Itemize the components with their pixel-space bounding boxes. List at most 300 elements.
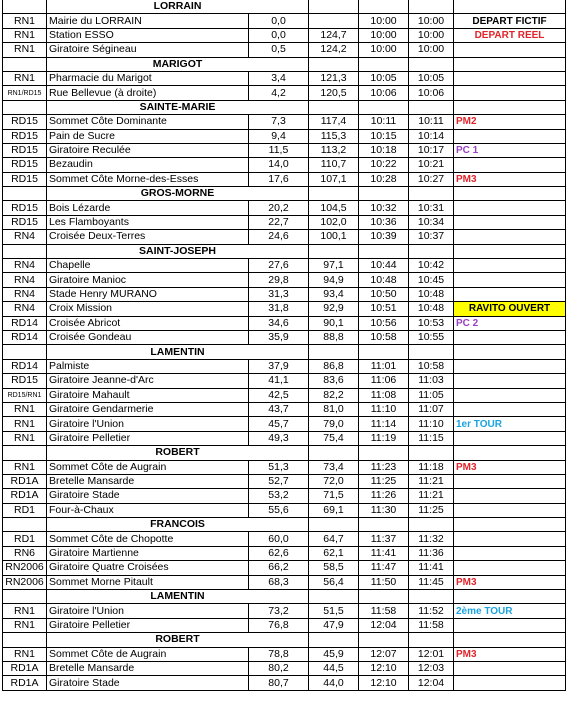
- route-cell: RD15: [3, 158, 47, 172]
- section-spacer: [409, 446, 454, 460]
- section-spacer: [359, 187, 409, 201]
- time-early-cell: 11:25: [359, 474, 409, 488]
- section-spacer: [3, 446, 47, 460]
- section-spacer: [409, 590, 454, 604]
- section-header-row: [3, 187, 566, 201]
- distance-cell: 20,2: [249, 201, 309, 215]
- remaining-distance-cell: 51,5: [309, 604, 359, 618]
- table-row: [3, 604, 566, 618]
- place-cell: Pain de Sucre: [47, 129, 249, 143]
- distance-cell: 49,3: [249, 431, 309, 445]
- place-cell: Giratoire Gendarmerie: [47, 402, 249, 416]
- route-cell: RN4: [3, 259, 47, 273]
- note-cell: RAVITO OUVERT: [454, 302, 566, 316]
- route-cell: RN2006: [3, 561, 47, 575]
- note-cell: [454, 618, 566, 632]
- remaining-distance-cell: 83,6: [309, 374, 359, 388]
- section-header-row: [3, 633, 566, 647]
- section-spacer: [359, 345, 409, 359]
- section-header-row: [3, 0, 566, 14]
- note-cell: PM2: [454, 115, 566, 129]
- place-cell: Croisée Abricot: [47, 316, 249, 330]
- table-row: [3, 43, 566, 57]
- place-cell: Stade Henry MURANO: [47, 287, 249, 301]
- place-cell: Giratoire l'Union: [47, 417, 249, 431]
- route-cell: RN1: [3, 71, 47, 85]
- remaining-distance-cell: 113,2: [309, 143, 359, 157]
- remaining-distance-cell: 121,3: [309, 71, 359, 85]
- remaining-distance-cell: 92,9: [309, 302, 359, 316]
- section-spacer: [309, 0, 359, 14]
- distance-cell: 22,7: [249, 215, 309, 229]
- time-late-cell: 10:27: [409, 172, 454, 186]
- place-cell: Giratoire l'Union: [47, 604, 249, 618]
- route-cell: RD14: [3, 330, 47, 344]
- section-spacer: [359, 518, 409, 532]
- section-spacer: [3, 57, 47, 71]
- time-late-cell: 11:32: [409, 532, 454, 546]
- section-title: ROBERT: [47, 633, 309, 647]
- time-late-cell: 12:04: [409, 676, 454, 690]
- remaining-distance-cell: 124,2: [309, 43, 359, 57]
- section-spacer: [309, 187, 359, 201]
- distance-cell: 42,5: [249, 388, 309, 402]
- distance-cell: 27,6: [249, 259, 309, 273]
- table-row: [3, 14, 566, 28]
- time-early-cell: 11:23: [359, 460, 409, 474]
- place-cell: Station ESSO: [47, 28, 249, 42]
- time-early-cell: 12:07: [359, 647, 409, 661]
- time-early-cell: 10:22: [359, 158, 409, 172]
- route-cell: RD15: [3, 215, 47, 229]
- time-late-cell: 11:58: [409, 618, 454, 632]
- route-cell: RN1: [3, 417, 47, 431]
- place-cell: Chapelle: [47, 259, 249, 273]
- section-spacer: [454, 345, 566, 359]
- time-late-cell: 10:11: [409, 115, 454, 129]
- section-header-row: [3, 518, 566, 532]
- distance-cell: 80,7: [249, 676, 309, 690]
- section-spacer: [309, 244, 359, 258]
- table-row: [3, 374, 566, 388]
- remaining-distance-cell: 44,0: [309, 676, 359, 690]
- time-early-cell: 10:58: [359, 330, 409, 344]
- time-early-cell: 10:05: [359, 71, 409, 85]
- place-cell: Croisée Gondeau: [47, 330, 249, 344]
- table-row: [3, 330, 566, 344]
- table-row: [3, 230, 566, 244]
- section-spacer: [359, 0, 409, 14]
- note-cell: [454, 489, 566, 503]
- note-cell: [454, 676, 566, 690]
- time-late-cell: 11:36: [409, 546, 454, 560]
- note-cell: [454, 374, 566, 388]
- route-cell: RD1A: [3, 661, 47, 675]
- time-early-cell: 11:58: [359, 604, 409, 618]
- time-late-cell: 10:00: [409, 43, 454, 57]
- place-cell: Les Flamboyants: [47, 215, 249, 229]
- remaining-distance-cell: 104,5: [309, 201, 359, 215]
- section-header-row: [3, 590, 566, 604]
- place-cell: Croix Mission: [47, 302, 249, 316]
- place-cell: Giratoire Reculée: [47, 143, 249, 157]
- time-late-cell: 10:42: [409, 259, 454, 273]
- route-cell: RD14: [3, 316, 47, 330]
- distance-cell: 37,9: [249, 359, 309, 373]
- section-spacer: [359, 100, 409, 114]
- route-cell: RD15: [3, 115, 47, 129]
- table-row: [3, 86, 566, 100]
- time-late-cell: 10:21: [409, 158, 454, 172]
- remaining-distance-cell: 81,0: [309, 402, 359, 416]
- route-cell: RD1: [3, 503, 47, 517]
- distance-cell: 31,8: [249, 302, 309, 316]
- place-cell: Giratoire Manioc: [47, 273, 249, 287]
- table-row: [3, 359, 566, 373]
- time-early-cell: 10:44: [359, 259, 409, 273]
- remaining-distance-cell: [309, 14, 359, 28]
- remaining-distance-cell: 75,4: [309, 431, 359, 445]
- route-cell: RN1: [3, 604, 47, 618]
- section-spacer: [409, 633, 454, 647]
- section-spacer: [409, 0, 454, 14]
- time-late-cell: 10:00: [409, 28, 454, 42]
- note-cell: PM3: [454, 647, 566, 661]
- time-late-cell: 11:07: [409, 402, 454, 416]
- time-early-cell: 11:30: [359, 503, 409, 517]
- place-cell: Rue Bellevue (à droite): [47, 86, 249, 100]
- time-early-cell: 11:06: [359, 374, 409, 388]
- time-early-cell: 10:39: [359, 230, 409, 244]
- route-cell: RN2006: [3, 575, 47, 589]
- table-row: [3, 143, 566, 157]
- note-cell: [454, 86, 566, 100]
- table-row: [3, 115, 566, 129]
- place-cell: Mairie du LORRAIN: [47, 14, 249, 28]
- note-cell: DEPART REEL: [454, 28, 566, 42]
- note-cell: 2ème TOUR: [454, 604, 566, 618]
- remaining-distance-cell: 56,4: [309, 575, 359, 589]
- remaining-distance-cell: 44,5: [309, 661, 359, 675]
- distance-cell: 0,5: [249, 43, 309, 57]
- route-cell: RD15: [3, 201, 47, 215]
- race-itinerary-table: [2, 0, 566, 691]
- table-row: [3, 158, 566, 172]
- section-spacer: [454, 446, 566, 460]
- distance-cell: 29,8: [249, 273, 309, 287]
- note-cell: [454, 215, 566, 229]
- itinerary-body: [3, 0, 566, 690]
- remaining-distance-cell: 115,3: [309, 129, 359, 143]
- time-early-cell: 12:04: [359, 618, 409, 632]
- distance-cell: 35,9: [249, 330, 309, 344]
- route-cell: RD15: [3, 143, 47, 157]
- route-cell: RD1A: [3, 474, 47, 488]
- remaining-distance-cell: 58,5: [309, 561, 359, 575]
- place-cell: Sommet Morne Pitault: [47, 575, 249, 589]
- section-spacer: [409, 57, 454, 71]
- table-row: [3, 561, 566, 575]
- distance-cell: 24,6: [249, 230, 309, 244]
- distance-cell: 3,4: [249, 71, 309, 85]
- distance-cell: 41,1: [249, 374, 309, 388]
- time-early-cell: 11:41: [359, 546, 409, 560]
- distance-cell: 68,3: [249, 575, 309, 589]
- time-early-cell: 11:26: [359, 489, 409, 503]
- time-early-cell: 10:00: [359, 43, 409, 57]
- section-spacer: [3, 590, 47, 604]
- section-spacer: [454, 590, 566, 604]
- time-late-cell: 10:00: [409, 14, 454, 28]
- section-spacer: [3, 633, 47, 647]
- remaining-distance-cell: 88,8: [309, 330, 359, 344]
- table-row: [3, 201, 566, 215]
- note-cell: [454, 259, 566, 273]
- section-spacer: [309, 633, 359, 647]
- table-row: [3, 532, 566, 546]
- table-row: [3, 259, 566, 273]
- note-cell: [454, 359, 566, 373]
- time-late-cell: 10:06: [409, 86, 454, 100]
- section-header-row: [3, 244, 566, 258]
- table-row: [3, 575, 566, 589]
- table-row: [3, 28, 566, 42]
- time-early-cell: 11:19: [359, 431, 409, 445]
- table-row: [3, 172, 566, 186]
- remaining-distance-cell: 100,1: [309, 230, 359, 244]
- time-early-cell: 12:10: [359, 661, 409, 675]
- time-early-cell: 10:15: [359, 129, 409, 143]
- table-row: [3, 489, 566, 503]
- time-late-cell: 10:45: [409, 273, 454, 287]
- remaining-distance-cell: 72,0: [309, 474, 359, 488]
- distance-cell: 51,3: [249, 460, 309, 474]
- section-spacer: [409, 518, 454, 532]
- time-late-cell: 10:14: [409, 129, 454, 143]
- remaining-distance-cell: 117,4: [309, 115, 359, 129]
- remaining-distance-cell: 110,7: [309, 158, 359, 172]
- table-row: [3, 460, 566, 474]
- time-late-cell: 11:52: [409, 604, 454, 618]
- route-cell: RN1: [3, 28, 47, 42]
- time-early-cell: 11:10: [359, 402, 409, 416]
- time-late-cell: 11:25: [409, 503, 454, 517]
- note-cell: [454, 431, 566, 445]
- time-late-cell: 10:55: [409, 330, 454, 344]
- distance-cell: 80,2: [249, 661, 309, 675]
- distance-cell: 76,8: [249, 618, 309, 632]
- route-cell: RN4: [3, 230, 47, 244]
- remaining-distance-cell: 97,1: [309, 259, 359, 273]
- time-late-cell: 10:58: [409, 359, 454, 373]
- distance-cell: 73,2: [249, 604, 309, 618]
- place-cell: Bretelle Mansarde: [47, 474, 249, 488]
- note-cell: [454, 201, 566, 215]
- note-cell: 1er TOUR: [454, 417, 566, 431]
- time-early-cell: 10:00: [359, 28, 409, 42]
- route-cell: RD15: [3, 129, 47, 143]
- section-spacer: [454, 100, 566, 114]
- section-spacer: [409, 100, 454, 114]
- time-late-cell: 10:53: [409, 316, 454, 330]
- table-row: [3, 618, 566, 632]
- place-cell: Giratoire Stade: [47, 489, 249, 503]
- time-late-cell: 10:17: [409, 143, 454, 157]
- distance-cell: 52,7: [249, 474, 309, 488]
- route-cell: RN4: [3, 302, 47, 316]
- table-row: [3, 402, 566, 416]
- section-spacer: [309, 518, 359, 532]
- remaining-distance-cell: 120,5: [309, 86, 359, 100]
- remaining-distance-cell: 79,0: [309, 417, 359, 431]
- time-early-cell: 10:06: [359, 86, 409, 100]
- section-header-row: [3, 345, 566, 359]
- remaining-distance-cell: 73,4: [309, 460, 359, 474]
- route-cell: RN1: [3, 460, 47, 474]
- route-cell: RN1: [3, 43, 47, 57]
- time-early-cell: 12:10: [359, 676, 409, 690]
- remaining-distance-cell: 107,1: [309, 172, 359, 186]
- section-title: LAMENTIN: [47, 345, 309, 359]
- section-spacer: [359, 633, 409, 647]
- section-title: MARIGOT: [47, 57, 309, 71]
- time-late-cell: 10:31: [409, 201, 454, 215]
- section-spacer: [409, 187, 454, 201]
- note-cell: [454, 158, 566, 172]
- remaining-distance-cell: 45,9: [309, 647, 359, 661]
- remaining-distance-cell: 82,2: [309, 388, 359, 402]
- distance-cell: 0,0: [249, 14, 309, 28]
- time-late-cell: 11:45: [409, 575, 454, 589]
- time-early-cell: 11:14: [359, 417, 409, 431]
- time-late-cell: 11:21: [409, 489, 454, 503]
- distance-cell: 43,7: [249, 402, 309, 416]
- table-row: [3, 546, 566, 560]
- note-cell: [454, 503, 566, 517]
- section-spacer: [3, 100, 47, 114]
- table-row: [3, 71, 566, 85]
- note-cell: [454, 71, 566, 85]
- note-cell: [454, 129, 566, 143]
- section-header-row: [3, 100, 566, 114]
- route-cell: RD15: [3, 172, 47, 186]
- section-title: SAINTE-MARIE: [47, 100, 309, 114]
- distance-cell: 34,6: [249, 316, 309, 330]
- time-early-cell: 10:36: [359, 215, 409, 229]
- section-spacer: [454, 518, 566, 532]
- section-spacer: [309, 100, 359, 114]
- route-cell: RD15/RN1: [3, 388, 47, 402]
- route-cell: RD15: [3, 374, 47, 388]
- distance-cell: 78,8: [249, 647, 309, 661]
- section-spacer: [454, 633, 566, 647]
- note-cell: [454, 273, 566, 287]
- remaining-distance-cell: 94,9: [309, 273, 359, 287]
- distance-cell: 66,2: [249, 561, 309, 575]
- distance-cell: 55,6: [249, 503, 309, 517]
- distance-cell: 60,0: [249, 532, 309, 546]
- route-cell: RN1: [3, 431, 47, 445]
- section-spacer: [309, 446, 359, 460]
- section-spacer: [3, 244, 47, 258]
- remaining-distance-cell: 47,9: [309, 618, 359, 632]
- route-cell: RN6: [3, 546, 47, 560]
- place-cell: Bretelle Mansarde: [47, 661, 249, 675]
- note-cell: DEPART FICTIF: [454, 14, 566, 28]
- table-row: [3, 215, 566, 229]
- section-spacer: [309, 590, 359, 604]
- note-cell: [454, 402, 566, 416]
- place-cell: Palmiste: [47, 359, 249, 373]
- place-cell: Pharmacie du Marigot: [47, 71, 249, 85]
- section-spacer: [454, 0, 566, 14]
- time-early-cell: 11:47: [359, 561, 409, 575]
- place-cell: Giratoire Ségineau: [47, 43, 249, 57]
- table-row: [3, 273, 566, 287]
- place-cell: Giratoire Martienne: [47, 546, 249, 560]
- time-late-cell: 10:37: [409, 230, 454, 244]
- section-spacer: [359, 446, 409, 460]
- place-cell: Giratoire Jeanne-d'Arc: [47, 374, 249, 388]
- section-spacer: [3, 0, 47, 14]
- place-cell: Bois Lézarde: [47, 201, 249, 215]
- time-early-cell: 10:56: [359, 316, 409, 330]
- place-cell: Croisée Deux-Terres: [47, 230, 249, 244]
- remaining-distance-cell: 69,1: [309, 503, 359, 517]
- route-cell: RN1: [3, 402, 47, 416]
- table-row: [3, 287, 566, 301]
- distance-cell: 17,6: [249, 172, 309, 186]
- time-early-cell: 10:48: [359, 273, 409, 287]
- section-spacer: [3, 518, 47, 532]
- place-cell: Four-à-Chaux: [47, 503, 249, 517]
- section-header-row: [3, 446, 566, 460]
- time-late-cell: 11:41: [409, 561, 454, 575]
- section-title: SAINT-JOSEPH: [47, 244, 309, 258]
- time-early-cell: 10:32: [359, 201, 409, 215]
- time-early-cell: 10:00: [359, 14, 409, 28]
- route-cell: RN1/RD15: [3, 86, 47, 100]
- time-early-cell: 10:51: [359, 302, 409, 316]
- time-early-cell: 11:50: [359, 575, 409, 589]
- place-cell: Bezaudin: [47, 158, 249, 172]
- table-row: [3, 129, 566, 143]
- time-early-cell: 11:08: [359, 388, 409, 402]
- time-early-cell: 10:18: [359, 143, 409, 157]
- remaining-distance-cell: 102,0: [309, 215, 359, 229]
- section-spacer: [454, 187, 566, 201]
- remaining-distance-cell: 90,1: [309, 316, 359, 330]
- note-cell: PC 1: [454, 143, 566, 157]
- time-early-cell: 10:50: [359, 287, 409, 301]
- note-cell: [454, 43, 566, 57]
- table-row: [3, 417, 566, 431]
- route-cell: RD1: [3, 532, 47, 546]
- table-row: [3, 503, 566, 517]
- route-cell: RD1A: [3, 676, 47, 690]
- note-cell: [454, 388, 566, 402]
- place-cell: Giratoire Stade: [47, 676, 249, 690]
- section-spacer: [3, 345, 47, 359]
- table-row: [3, 474, 566, 488]
- note-cell: PM3: [454, 460, 566, 474]
- distance-cell: 11,5: [249, 143, 309, 157]
- route-cell: RN4: [3, 287, 47, 301]
- time-late-cell: 11:10: [409, 417, 454, 431]
- place-cell: Sommet Côte Morne-des-Esses: [47, 172, 249, 186]
- section-spacer: [309, 345, 359, 359]
- distance-cell: 14,0: [249, 158, 309, 172]
